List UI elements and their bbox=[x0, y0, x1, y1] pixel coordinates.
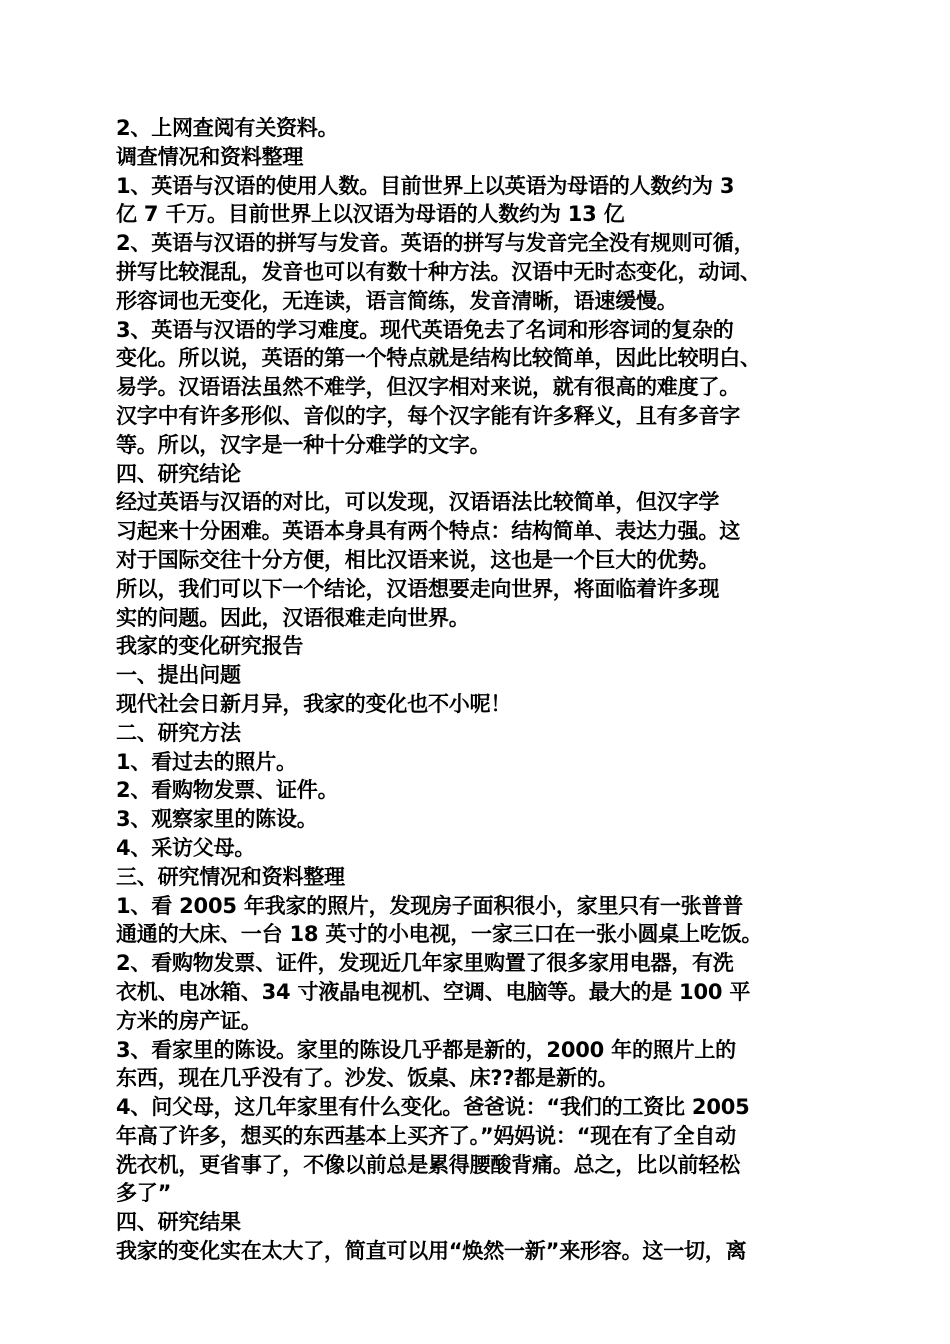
section-heading: 调查情况和资料整理 bbox=[116, 144, 304, 169]
section-heading: 一、提出问题 bbox=[116, 663, 241, 688]
text-line: 所以，我们可以下一个结论，汉语想要走向世界，将面临着许多现 bbox=[116, 576, 720, 601]
text-line: 1、英语与汉语的使用人数。目前世界上以英语为母语的人数约为 3 bbox=[116, 173, 735, 198]
text-line: 2、英语与汉语的拼写与发音。英语的拼写与发音完全没有规则可循， bbox=[116, 231, 755, 256]
text-line: 变化。所以说，英语的第一个特点就是结构比较简单，因此比较明白、 bbox=[116, 346, 761, 371]
section-heading: 二、研究方法 bbox=[116, 720, 241, 745]
text-line: 衣机、电冰箱、34 寸液晶电视机、空调、电脑等。最大的是 100 平 bbox=[116, 979, 751, 1004]
text-line: 经过英语与汉语的对比，可以发现，汉语语法比较简单，但汉字学 bbox=[116, 490, 720, 515]
text-line: 3、观察家里的陈设。 bbox=[116, 807, 318, 832]
text-line: 拼写比较混乱，发音也可以有数十种方法。汉语中无时态变化，动词、 bbox=[116, 259, 761, 284]
text-line: 多了” bbox=[116, 1181, 172, 1206]
text-line: 2、看购物发票、证件。 bbox=[116, 778, 339, 803]
text-line: 通通的大床、一台 18 英寸的小电视，一家三口在一张小圆桌上吃饭。 bbox=[116, 922, 763, 947]
text-line: 洗衣机，更省事了，不像以前总是累得腰酸背痛。总之，比以前轻松 bbox=[116, 1152, 740, 1177]
text-line: 汉字中有许多形似、音似的字，每个汉字能有许多释义，且有多音字 bbox=[116, 403, 740, 428]
text-line: 4、采访父母。 bbox=[116, 835, 256, 860]
text-line: 方米的房产证。 bbox=[116, 1008, 262, 1033]
text-line: 年高了许多，想买的东西基本上买齐了。”妈妈说：“现在有了全自动 bbox=[116, 1123, 736, 1148]
text-line: 等。所以，汉字是一种十分难学的文字。 bbox=[116, 432, 491, 457]
text-line: 3、看家里的陈设。家里的陈设几乎都是新的，2000 年的照片上的 bbox=[116, 1037, 736, 1062]
text-line: 3、英语与汉语的学习难度。现代英语免去了名词和形容词的复杂的 bbox=[116, 317, 734, 342]
section-heading: 四、研究结果 bbox=[116, 1210, 241, 1235]
text-line: 形容词也无变化，无连读，语言简练，发音清晰，语速缓慢。 bbox=[116, 288, 678, 313]
text-line: 实的问题。因此，汉语很难走向世界。 bbox=[116, 605, 470, 630]
text-line: 2、看购物发票、证件，发现近几年家里购置了很多家用电器，有洗 bbox=[116, 951, 734, 976]
text-line: 易学。汉语语法虽然不难学，但汉字相对来说，就有很高的难度了。 bbox=[116, 375, 740, 400]
section-heading: 三、研究情况和资料整理 bbox=[116, 864, 345, 889]
text-line: 1、看过去的照片。 bbox=[116, 749, 297, 774]
text-line: 东西，现在几乎没有了。沙发、饭桌、床??都是新的。 bbox=[116, 1066, 619, 1091]
section-heading: 四、研究结论 bbox=[116, 461, 241, 486]
text-line: 亿 7 千万。目前世界上以汉语为母语的人数约为 13 亿 bbox=[116, 202, 625, 227]
text-line: 2、上网查阅有关资料。 bbox=[116, 116, 339, 140]
text-line: 我家的变化实在太大了，简直可以用“焕然一新”来形容。这一切，离 bbox=[116, 1239, 747, 1264]
text-line: 4、问父母，这几年家里有什么变化。爸爸说：“我们的工资比 2005 bbox=[116, 1095, 750, 1120]
text-line: 对于国际交往十分方便，相比汉语来说，这也是一个巨大的优势。 bbox=[116, 547, 720, 572]
text-line: 现代社会日新月异，我家的变化也不小呢！ bbox=[116, 691, 512, 716]
text-line: 习起来十分困难。英语本身具有两个特点：结构简单、表达力强。这 bbox=[116, 519, 740, 544]
document-body bbox=[116, 114, 846, 1266]
text-line: 1、看 2005 年我家的照片，发现房子面积很小，家里只有一张普普 bbox=[116, 893, 744, 918]
report-title: 我家的变化研究报告 bbox=[116, 634, 304, 659]
